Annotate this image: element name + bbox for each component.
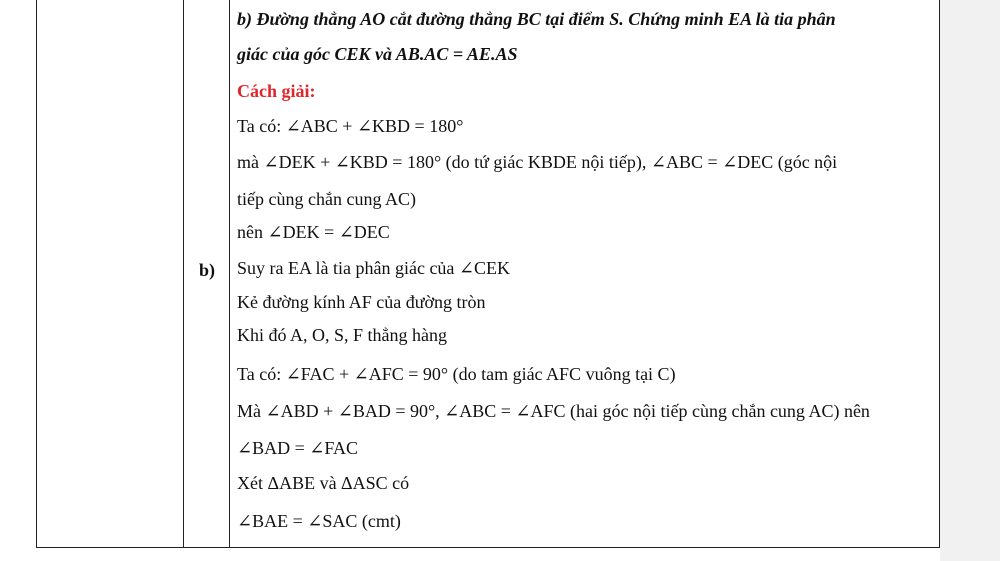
solution-line-11: Xét ΔABE và ΔASC có <box>237 473 410 493</box>
solution-line-9: Mà ∠ABD + ∠BAD = 90°, ∠ABC = ∠AFC (hai góc nội tiếp cùng chắn cung AC) nên <box>237 401 870 421</box>
solution-line-2: mà ∠DEK + ∠KBD = 180° (do tứ giác KBDE nội tiếp), ∠ABC = ∠DEC (góc nội <box>237 152 838 172</box>
solution-line-12: ∠BAE = ∠SAC (cmt) <box>237 511 401 531</box>
column-divider-left <box>183 0 184 547</box>
solution-line-6: Kẻ đường kính AF của đường tròn <box>237 292 486 312</box>
solution-heading: Cách giải: <box>237 81 316 101</box>
solution-line-8: Ta có: ∠FAC + ∠AFC = 90° (do tam giác AFC vuông tại C) <box>237 364 676 384</box>
row-label: b) <box>198 260 215 280</box>
solution-line-10: ∠BAD = ∠FAC <box>237 438 358 458</box>
problem-statement-line-2: giác của góc CEK và AB.AC = AE.AS <box>237 44 518 64</box>
solution-line-5: Suy ra EA là tia phân giác của ∠CEK <box>237 258 511 278</box>
solution-line-4: nên ∠DEK = ∠DEC <box>237 222 390 242</box>
solution-line-7: Khi đó A, O, S, F thẳng hàng <box>237 325 448 345</box>
right-margin-shade <box>940 0 1000 561</box>
problem-statement-line-1: b) Đường thẳng AO cắt đường thẳng BC tại điểm S. Chứng minh EA là tia phân <box>237 9 836 29</box>
solution-table <box>36 0 940 548</box>
solution-line-3: tiếp cùng chắn cung AC) <box>237 189 416 209</box>
solution-line-1: Ta có: ∠ABC + ∠KBD = 180° <box>237 116 464 136</box>
column-divider-right <box>229 0 230 547</box>
